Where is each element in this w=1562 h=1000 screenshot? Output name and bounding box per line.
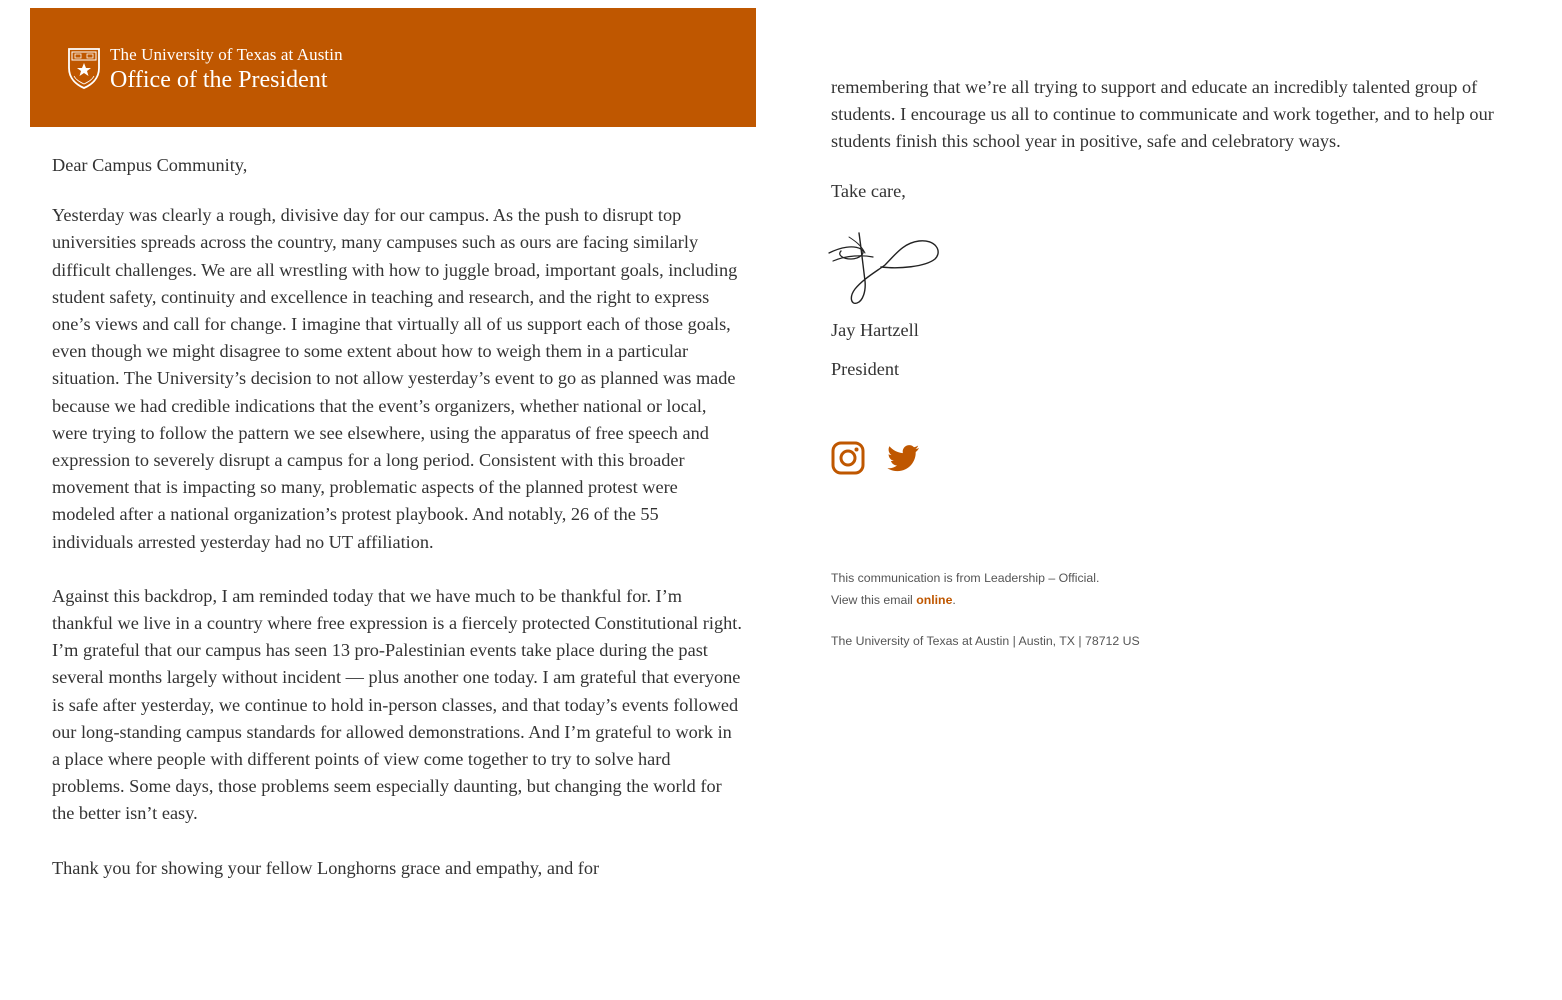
paragraph-3-continued: remembering that we’re all trying to support and educate an incredibly talented group of students. I encourage us all to continue to communicate and work together, and to help our students finish this school year in positive, safe and celebratory ways. (831, 77, 1494, 152)
office-name: Office of the President (110, 67, 328, 93)
header-title (110, 46, 343, 94)
signer-title: President (831, 359, 900, 380)
letter-body (52, 152, 742, 909)
social-links (831, 438, 1531, 478)
footer-view-online (831, 590, 1531, 612)
signoff: Take care, (831, 180, 906, 201)
instagram-icon[interactable] (831, 441, 865, 475)
footer (831, 568, 1531, 653)
footer-view-prefix: View this email (831, 592, 917, 607)
signer-name: Jay Hartzell (831, 319, 919, 340)
header-banner (30, 8, 756, 127)
signature-image (819, 225, 939, 309)
footer-source: This communication is from Leadership – Official. (831, 571, 1100, 586)
footer-address: The University of Texas at Austin | Austin, TX | 78712 US (831, 634, 1140, 649)
greeting: Dear Campus Community, (52, 155, 248, 175)
university-name: The University of Texas at Austin (110, 45, 343, 64)
ut-seal-icon (66, 46, 102, 90)
right-column (831, 74, 1531, 653)
paragraph-2: Against this backdrop, I am reminded today that we have much to be thankful for. I’m thankful we live in a country where free expression is a fiercely protected Constitutional right. I’m grateful that our campus has seen 13 pro-Palestinian events take place during the past several months largely without incident — plus another one today. I am grateful that everyone is safe after yesterday, we continue to hold in-person classes, and that today’s events followed our long-standing campus standards for allowed demonstrations. And I’m grateful to work in a place where people with different points of view come together to try to solve hard problems. Some days, those problems seem especially daunting, but changing the world for the better isn’t easy. (52, 585, 742, 824)
paragraph-3: Thank you for showing your fellow Longhorns grace and empathy, and for (52, 857, 600, 878)
left-column (30, 8, 756, 878)
twitter-icon[interactable] (887, 441, 921, 475)
view-online-link[interactable]: online (916, 592, 953, 607)
footer-view-suffix: . (952, 592, 956, 607)
paragraph-1: Yesterday was clearly a rough, divisive day for our campus. As the push to disrupt top universities spreads across the country, many campuses such as ours are facing similarly difficult challenges. We are all wrestling with how to juggle broad, important goals, including student safety, continuity and excellence in teaching and research, and the right to express one’s views and call for change. I imagine that virtually all of us support each of those goals, even though we might disagree to some extent about how to weigh them in a particular situation. The University’s decision to not allow yesterday’s event to go as planned was made because we had credible indications that the event’s organizers, whether national or local, were trying to follow the pattern we see elsewhere, using the apparatus of free speech and expression to severely disrupt a campus for a long period. Consistent with this broader movement that is impacting so many, problematic aspects of the planned protest were modeled after a national organization’s protest playbook. And notably, 26 of the 55 individuals arrested yesterday had no UT affiliation. (52, 205, 738, 552)
